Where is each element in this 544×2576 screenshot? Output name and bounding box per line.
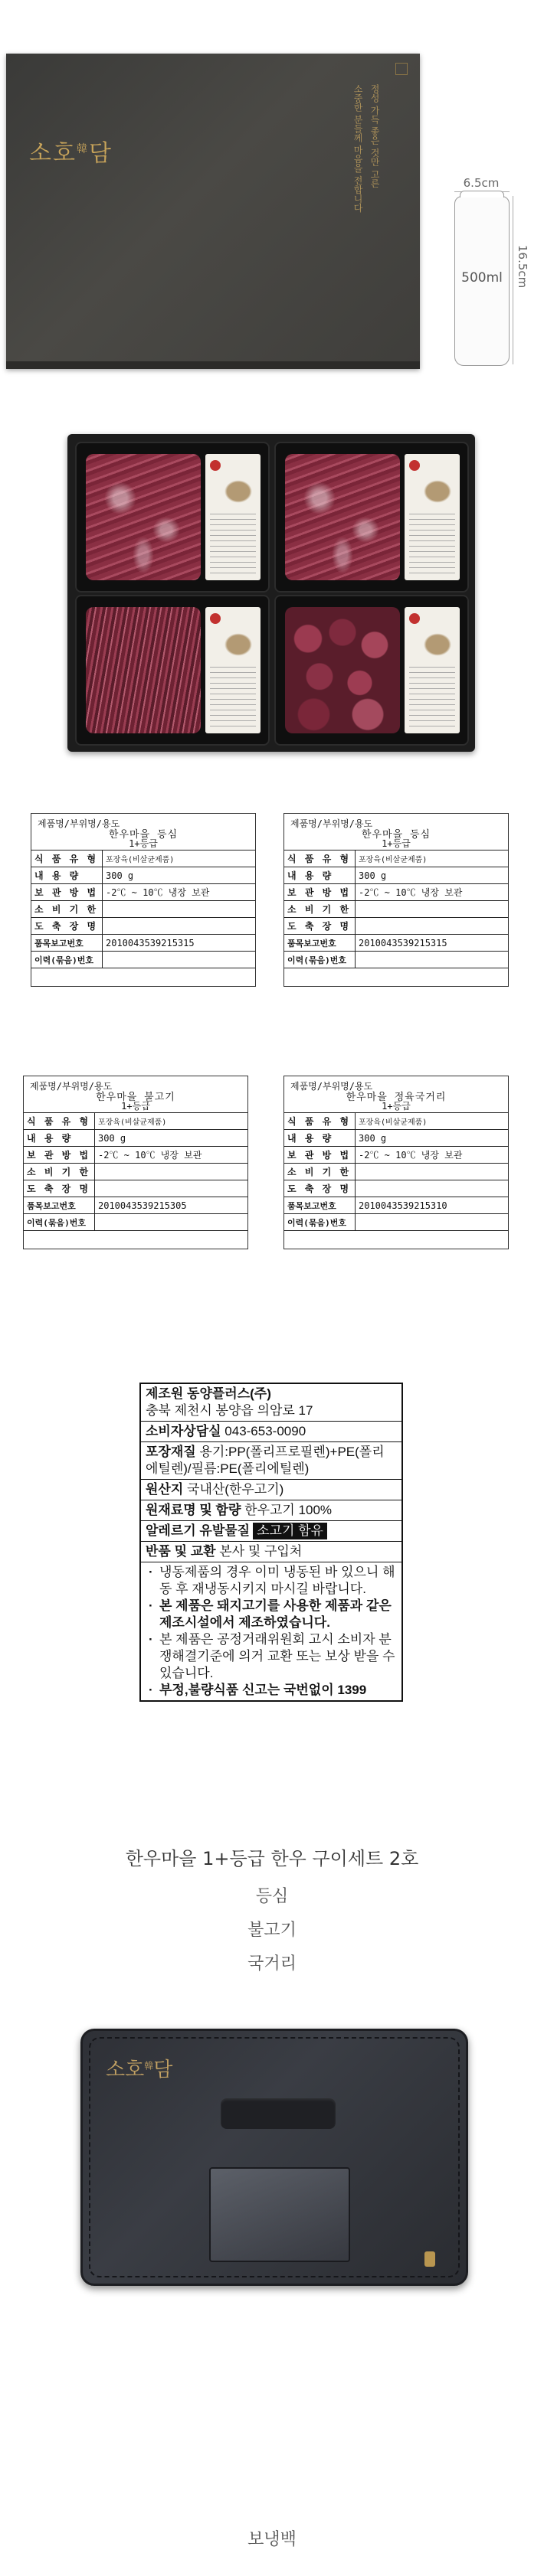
box-corner-mark: [395, 63, 408, 75]
pack-label: [405, 454, 460, 580]
label-header: [284, 814, 508, 851]
label-table: [284, 851, 508, 968]
label-grade: 1+등급: [382, 1101, 411, 1112]
info-ingredient: 원재료명 및 함량 한우고기 100%: [141, 1500, 401, 1521]
info-note: · 냉동제품의 경우 이미 냉동된 바 있으니 해동 후 재냉동시키지 마시길 바랍니다.: [158, 1564, 397, 1598]
gift-box-edge: [6, 361, 420, 369]
cooler-bag-image: [80, 2029, 468, 2286]
label-key: 내 용 량: [284, 867, 356, 884]
label-header-title: 제품명/부위명/용도: [290, 1081, 373, 1092]
info-notes: [141, 1562, 401, 1700]
label-row: [31, 867, 255, 884]
label-key: 품목보고번호: [284, 935, 356, 952]
meat-sirloin: [285, 454, 400, 580]
label-table: [31, 851, 255, 968]
label-header-title: 제품명/부위명/용도: [290, 818, 373, 829]
box-slogan: 정성 가득 좋은 것만 고른 소중한 분들께 마음을 전합니다: [352, 84, 380, 213]
label-header: [31, 814, 255, 851]
label-value: [356, 918, 509, 935]
label-key: 품목보고번호: [24, 1197, 95, 1214]
meat-pack-sirloin-2: [274, 442, 469, 593]
label-row: [284, 1214, 508, 1231]
label-value: [356, 901, 509, 918]
label-row: [284, 901, 508, 918]
label-row: [284, 918, 508, 935]
label-key: 도 축 장 명: [31, 918, 103, 935]
label-value: 2010043539215315: [356, 935, 509, 952]
label-key: 보 관 방 법: [284, 1147, 356, 1164]
meat-bulgogi: [86, 607, 201, 733]
label-row: [284, 1197, 508, 1214]
label-value: [103, 901, 256, 918]
label-key: 보 관 방 법: [24, 1147, 95, 1164]
label-value: 2010043539215310: [356, 1197, 509, 1214]
label-row: [31, 935, 255, 952]
label-value: [95, 1214, 248, 1231]
label-value: [356, 1164, 509, 1180]
label-header-title: 제품명/부위명/용도: [38, 818, 120, 829]
label-row: [24, 1147, 247, 1164]
info-maker: 제조원 동양플러스(주) 충북 제천시 봉양읍 의암로 17: [141, 1384, 401, 1422]
info-note: · 부정,불량식품 신고는 국번없이 1399: [158, 1682, 397, 1699]
info-note: · 본 제품은 공정거래위원회 고시 소비자 분쟁해결기준에 의거 교환 또는 보상 받을 수 있습니다.: [158, 1631, 397, 1682]
label-value: -2℃ ~ 10℃ 냉장 보관: [356, 884, 509, 901]
pack-label: [405, 607, 460, 733]
label-key: 이력(묶음)번호: [31, 952, 103, 968]
label-row: [24, 1197, 247, 1214]
label-value: [356, 952, 509, 968]
label-value: 300 g: [95, 1130, 248, 1147]
label-key: 도 축 장 명: [284, 1180, 356, 1197]
label-header: [284, 1076, 508, 1113]
label-row: [31, 918, 255, 935]
info-origin: 원산지 국내산(한우고기): [141, 1480, 401, 1500]
label-key: 보 관 방 법: [31, 884, 103, 901]
label-value: 포장육(비살균제품): [103, 851, 256, 867]
set-item-sirloin: 등심: [255, 1887, 289, 1906]
meat-pack-soup: [274, 595, 469, 746]
label-product-name: 한우마을 정육국거리: [346, 1092, 447, 1103]
label-value: 2010043539215315: [103, 935, 256, 952]
label-value: 포장육(비살균제품): [356, 1113, 509, 1130]
info-consumer: 소비자상담실 043-653-0090: [141, 1422, 401, 1442]
brand-logo: 소호$^韓$담: [29, 140, 113, 167]
label-row: [31, 851, 255, 867]
info-note: · 본 제품은 돼지고기를 사용한 제품과 같은 제조시설에서 제조하였습니다.: [158, 1598, 397, 1631]
label-key: 식 품 유 형: [31, 851, 103, 867]
label-row: [284, 851, 508, 867]
label-key: 내 용 량: [24, 1130, 95, 1147]
label-value: [95, 1180, 248, 1197]
meat-tray-image: [67, 434, 475, 752]
label-value: 2010043539215305: [95, 1197, 248, 1214]
label-row: [31, 952, 255, 968]
set-item-bulgogi: 불고기: [247, 1921, 297, 1940]
label-value: [95, 1164, 248, 1180]
label-grade: 1+등급: [129, 838, 158, 849]
meat-soup-cubes: [285, 607, 400, 733]
can-volume-label: 500ml: [461, 270, 503, 286]
pack-label: [205, 454, 261, 580]
label-key: 내 용 량: [31, 867, 103, 884]
label-key: 소 비 기 한: [284, 1164, 356, 1180]
info-packaging: 포장재질 용기:PP(폴리프로필렌)+PE(폴리에틸렌)/필름:PE(폴리에틸렌): [141, 1442, 401, 1480]
label-value: 300 g: [103, 867, 256, 884]
label-row: [284, 1164, 508, 1180]
label-row: [24, 1113, 247, 1130]
meat-pack-sirloin-1: [75, 442, 270, 593]
label-product-name: 한우마을 등심: [361, 829, 431, 841]
label-key: 품목보고번호: [284, 1197, 356, 1214]
label-row: [284, 935, 508, 952]
label-row: [24, 1130, 247, 1147]
can-width-label: 6.5cm: [463, 176, 500, 190]
label-row: [284, 884, 508, 901]
label-key: 도 축 장 명: [284, 918, 356, 935]
label-value: 300 g: [356, 867, 509, 884]
label-row: [284, 1180, 508, 1197]
pack-label: [205, 607, 261, 733]
label-key: 이력(묶음)번호: [24, 1214, 95, 1231]
label-key: 품목보고번호: [31, 935, 103, 952]
label-value: 300 g: [356, 1130, 509, 1147]
label-key: 소 비 기 한: [284, 901, 356, 918]
bag-caption: 보냉백: [247, 2530, 297, 2549]
label-grade: 1+등급: [121, 1101, 150, 1112]
product-label-card: [31, 813, 256, 987]
label-key: 이력(묶음)번호: [284, 952, 356, 968]
label-row: [284, 952, 508, 968]
label-key: 식 품 유 형: [284, 851, 356, 867]
info-exchange: 반품 및 교환 본사 및 구입처: [141, 1542, 401, 1562]
product-label-card: [283, 813, 509, 987]
meat-sirloin: [86, 454, 201, 580]
label-header: [24, 1076, 247, 1113]
bag-logo: 소호$^韓$담: [106, 2059, 173, 2081]
bag-card-pocket: [209, 2167, 350, 2262]
can-icon: [454, 196, 510, 366]
label-key: 소 비 기 한: [24, 1164, 95, 1180]
meat-pack-bulgogi: [75, 595, 270, 746]
label-row: [284, 1147, 508, 1164]
can-size-reference: [448, 176, 533, 383]
product-label-card: [283, 1076, 509, 1249]
product-label-card: [23, 1076, 248, 1249]
label-key: 도 축 장 명: [24, 1180, 95, 1197]
allergy-badge: 소고기 함유: [253, 1523, 327, 1539]
can-height-label: 16.5cm: [516, 245, 529, 289]
label-product-name: 한우마을 불고기: [96, 1092, 175, 1103]
gift-box-image: [6, 54, 420, 369]
label-value: -2℃ ~ 10℃ 냉장 보관: [95, 1147, 248, 1164]
label-value: [103, 952, 256, 968]
label-row: [24, 1164, 247, 1180]
set-title: 한우마을 1+등급 한우 구이세트 2호: [125, 1848, 419, 1869]
label-row: [31, 884, 255, 901]
label-key: 내 용 량: [284, 1130, 356, 1147]
label-value: 포장육(비살균제품): [95, 1113, 248, 1130]
label-row: [31, 901, 255, 918]
label-value: -2℃ ~ 10℃ 냉장 보관: [103, 884, 256, 901]
label-key: 식 품 유 형: [284, 1113, 356, 1130]
bag-handle: [221, 2098, 336, 2129]
label-row: [24, 1214, 247, 1231]
info-allergy: 알레르기 유발물질 소고기 함유: [141, 1521, 401, 1542]
label-header-title: 제품명/부위명/용도: [30, 1081, 113, 1092]
label-row: [284, 1113, 508, 1130]
bag-zipper-pull: [424, 2251, 435, 2267]
label-value: [103, 918, 256, 935]
label-value: [356, 1180, 509, 1197]
product-info-block: [139, 1383, 403, 1702]
label-key: 소 비 기 한: [31, 901, 103, 918]
label-table: [284, 1113, 508, 1231]
label-value: -2℃ ~ 10℃ 냉장 보관: [356, 1147, 509, 1164]
label-row: [284, 1130, 508, 1147]
label-table: [24, 1113, 247, 1231]
label-value: [356, 1214, 509, 1231]
label-row: [24, 1180, 247, 1197]
label-value: 포장육(비살균제품): [356, 851, 509, 867]
label-key: 보 관 방 법: [284, 884, 356, 901]
label-key: 이력(묶음)번호: [284, 1214, 356, 1231]
set-item-soup: 국거리: [247, 1954, 297, 1974]
label-key: 식 품 유 형: [24, 1113, 95, 1130]
label-row: [284, 867, 508, 884]
label-product-name: 한우마을 등심: [108, 829, 179, 841]
label-grade: 1+등급: [382, 838, 411, 849]
